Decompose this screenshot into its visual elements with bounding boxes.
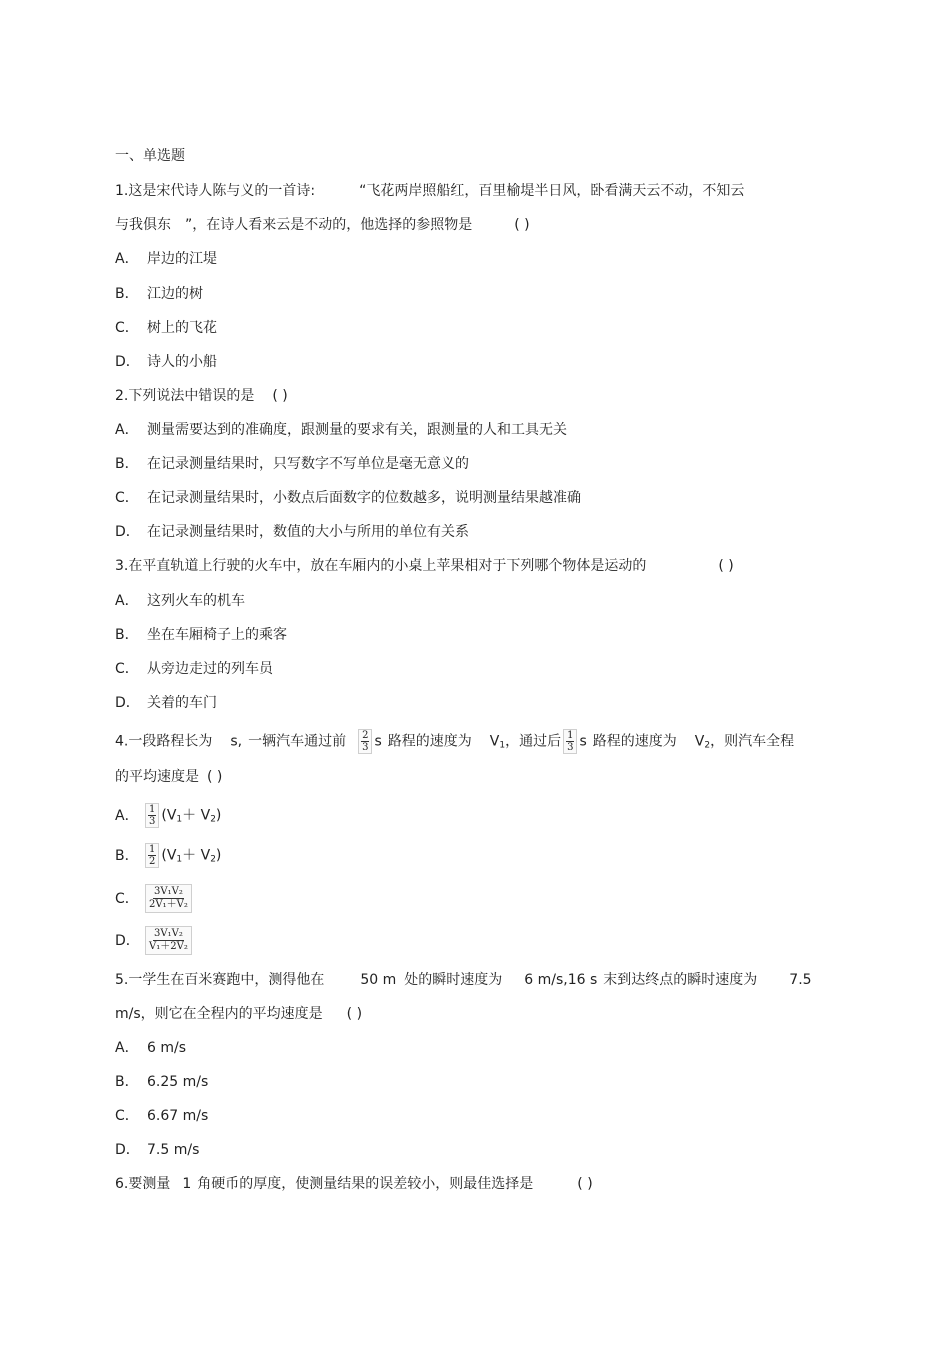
question-2-option-c: C． 在记录测量结果时，小数点后面数字的位数越多，说明测量结果越准确 xyxy=(115,490,581,506)
question-3-option-c: C． 从旁边走过的列车员 xyxy=(115,661,273,677)
question-5-option-c: C． 6.67 m/s xyxy=(115,1108,209,1124)
question-1-option-b: B． 江边的树 xyxy=(115,286,203,302)
question-3-option-b: B． 坐在车厢椅子上的乘客 xyxy=(115,627,287,643)
question-4-line-1: 4.一段路程长为 s, 一辆汽车通过前 $\frac{2}{3}$ s 路程的速度为 $V_1$，通过后 $\frac{1}{3}$ s 路程的速度为 $V_2$，则汽车全程 xyxy=(115,730,795,753)
question-4-option-a: A． $\frac{1}{3}$ $(V_1+ V_2)$ xyxy=(115,804,222,827)
question-4-option-c: C． $\frac{\text{3V₁V₂}}{\text{2V₁＋V₂}}$ xyxy=(115,884,194,913)
question-5-line-2: m/s，则它在全程内的平均速度是 ( ) xyxy=(115,1006,363,1022)
question-4-option-b: B． $\frac{1}{2}$ $(V_1+ V_2)$ xyxy=(115,844,222,867)
fraction-one-third: $\frac{1}{3}$ xyxy=(563,729,577,754)
question-3-option-a: A． 这列火车的机车 xyxy=(115,593,245,609)
question-5-option-a: A． 6 m/s xyxy=(115,1040,187,1056)
question-5-option-b: B． 6.25 m/s xyxy=(115,1074,209,1090)
question-2-option-d: D． 在记录测量结果时，数值的大小与所用的单位有关系 xyxy=(115,524,469,540)
question-3-stem: 3.在平直轨道上行驶的火车中，放在车厢内的小桌上苹果相对于下列哪个物体是运动的 ( ) xyxy=(115,558,734,574)
fraction-one-half: $\frac{1}{2}$ xyxy=(145,843,159,868)
question-1-option-d: D． 诗人的小船 xyxy=(115,354,217,370)
question-4-option-d: D． $\frac{\text{3V₁V₂}}{\text{V₁＋2V₂}}$ xyxy=(115,926,194,955)
question-2-stem: 2.下列说法中错误的是 ( ) xyxy=(115,388,288,404)
fraction-two-thirds: $\frac{2}{3}$ xyxy=(358,729,372,754)
question-6-stem: 6.要测量 1 角硬币的厚度，使测量结果的误差较小，则最佳选择是 ( ) xyxy=(115,1176,593,1192)
question-2-option-b: B． 在记录测量结果时，只写数字不写单位是毫无意义的 xyxy=(115,456,469,472)
question-4-line-2: 的平均速度是 ( ) xyxy=(115,769,223,785)
section-title: 一、单选题 xyxy=(115,148,185,164)
question-5-line-1: 5.一学生在百米赛跑中，测得他在 50 m 处的瞬时速度为 6 m/s,16 s 末到达终点的瞬时速度为 7.5 xyxy=(115,972,812,988)
fraction-option-d: $\frac{\text{3V₁V₂}}{\text{V₁＋2V₂}}$ xyxy=(145,926,192,955)
fraction-option-c: $\frac{\text{3V₁V₂}}{\text{2V₁＋V₂}}$ xyxy=(145,884,192,913)
question-1-line-2: 与我俱东 ”，在诗人看来云是不动的，他选择的参照物是 ( ) xyxy=(115,217,530,233)
question-5-option-d: D． 7.5 m/s xyxy=(115,1142,200,1158)
question-1-option-a: A． 岸边的江堤 xyxy=(115,251,217,267)
question-2-option-a: A． 测量需要达到的准确度，跟测量的要求有关，跟测量的人和工具无关 xyxy=(115,422,567,438)
question-3-option-d: D． 关着的车门 xyxy=(115,695,217,711)
fraction-one-third: $\frac{1}{3}$ xyxy=(145,803,159,828)
question-1-line-1: 1.这是宋代诗人陈与义的一首诗: “飞花两岸照船红，百里榆堤半日风，卧看满天云不动，不知云 xyxy=(115,183,745,199)
question-1-option-c: C． 树上的飞花 xyxy=(115,320,217,336)
